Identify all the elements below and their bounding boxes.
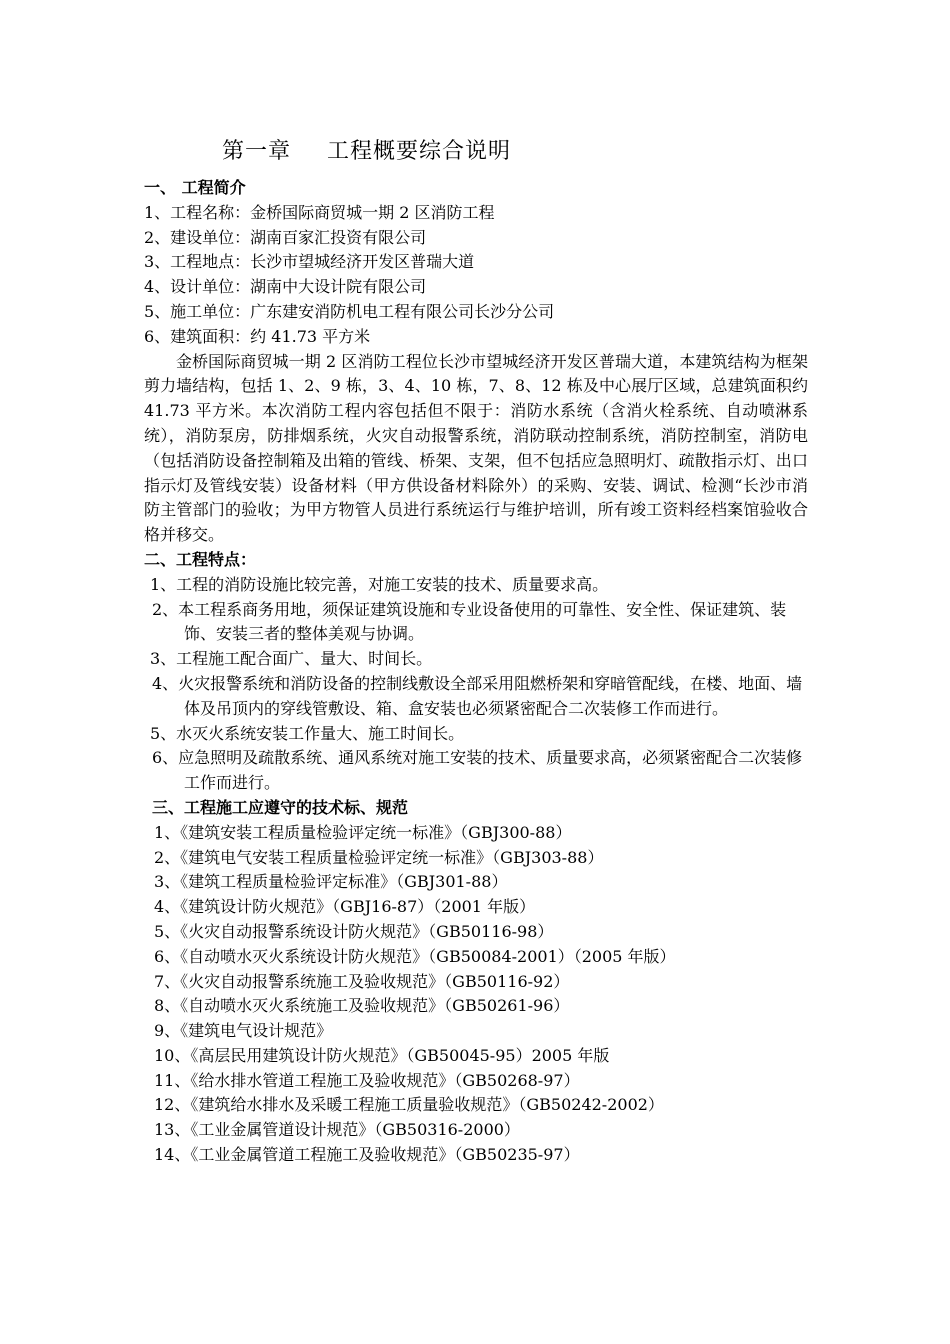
standard-item: 12、《建筑给水排水及采暖工程施工质量验收规范》（GB50242-2002）: [154, 1095, 664, 1115]
standard-item: 11、《给水排水管道工程施工及验收规范》（GB50268-97）: [154, 1070, 580, 1090]
chapter-number: 第一章: [222, 139, 292, 164]
section-1-heading: 一、 工程简介: [144, 178, 246, 197]
feature-item: 3、工程施工配合面广、量大、时间长。: [150, 649, 433, 669]
document-body: [144, 176, 808, 1168]
chapter-name: 工程概要综合说明: [327, 139, 512, 164]
standard-item: 5、《火灾自动报警系统设计防火规范》（GB50116-98）: [154, 921, 554, 941]
section-2-heading: 二、工程特点：: [144, 549, 257, 569]
project-name-item: 1、工程名称：金桥国际商贸城一期 2 区消防工程: [144, 202, 495, 222]
feature-item: 5、水灭火系统安装工作量大、施工时间长。: [150, 723, 465, 743]
standard-item: 2、《建筑电气安装工程质量检验评定统一标准》（GBJ303-88）: [154, 847, 604, 867]
standard-item: 7、《火灾自动报警系统施工及验收规范》（GB50116-92）: [154, 971, 570, 991]
client-item: 2、建设单位：湖南百家汇投资有限公司: [144, 227, 427, 247]
feature-item: 1、工程的消防设施比较完善，对施工安装的技术、质量要求高。: [150, 574, 609, 594]
overview-paragraph: 金桥国际商贸城一期 2 区消防工程位长沙市望城经济开发区普瑞大道，本建筑结构为框架剪力墙结构，包括 1、2、9 栋，3、4、10 栋，7、8、12 栋及中心展厅区域，总建筑面积约 41.73 平方米。本次消防工程内容包括但不限于：消防水系统（含消火栓系统、自动喷淋系统），消防泵房，防排烟系统，火灾自动报警系统，消防联动控制系统，消防控制室，消防电（包括消防设备控制箱及出箱的管线、桥架、支架，但不包括应急照明灯、疏散指示灯、出口指示灯及管线安装）设备材料（甲方供设备材料除外）的采购、安装、调试、检测“长沙市消防主管部门的验收；为甲方物管人员进行系统运行与维护培训，所有竣工资料经档案馆验收合格并移交。: [144, 351, 808, 545]
area-item: 6、建筑面积：约 41.73 平方米: [144, 326, 371, 346]
standard-item: 14、《工业金属管道工程施工及验收规范》（GB50235-97）: [154, 1145, 580, 1165]
standard-item: 9、《建筑电气设计规范》: [154, 1021, 333, 1041]
standard-item: 13、《工业金属管道设计规范》（GB50316-2000）: [154, 1120, 520, 1140]
feature-item: 2、本工程系商务用地，须保证建筑设施和专业设备使用的可靠性、安全性、保证建筑、装饰、安装三者的整体美观与协调。: [152, 599, 787, 644]
feature-item: 4、火灾报警系统和消防设备的控制线敷设全部采用阻燃桥架和穿暗管配线，在楼、地面、墙体及吊顶内的穿线管敷设、箱、盒安装也必须紧密配合二次装修工作而进行。: [152, 673, 803, 718]
location-item: 3、工程地点：长沙市望城经济开发区普瑞大道: [144, 252, 475, 272]
standard-item: 6、《自动喷水灭火系统设计防火规范》（GB50084-2001）（2005 年版）: [154, 946, 676, 966]
standard-item: 4、《建筑设计防火规范》（GBJ16-87）（2001 年版）: [154, 897, 536, 917]
standard-item: 3、《建筑工程质量检验评定标准》（GBJ301-88）: [154, 872, 508, 892]
standard-item: 8、《自动喷水灭火系统施工及验收规范》（GB50261-96）: [154, 996, 570, 1016]
standard-item: 10、《高层民用建筑设计防火规范》（GB50045-95）2005 年版: [154, 1045, 610, 1065]
standard-item: 1、《建筑安装工程质量检验评定统一标准》（GBJ300-88）: [154, 822, 572, 842]
feature-item: 6、应急照明及疏散系统、通风系统对施工安装的技术、质量要求高，必须紧密配合二次装修工作而进行。: [152, 748, 803, 793]
contractor-item: 5、施工单位：广东建安消防机电工程有限公司长沙分公司: [144, 301, 555, 321]
chapter-title: [222, 138, 511, 166]
designer-item: 4、设计单位：湖南中大设计院有限公司: [144, 277, 427, 297]
section-3-heading: 三、工程施工应遵守的技术标、规范: [152, 797, 409, 817]
